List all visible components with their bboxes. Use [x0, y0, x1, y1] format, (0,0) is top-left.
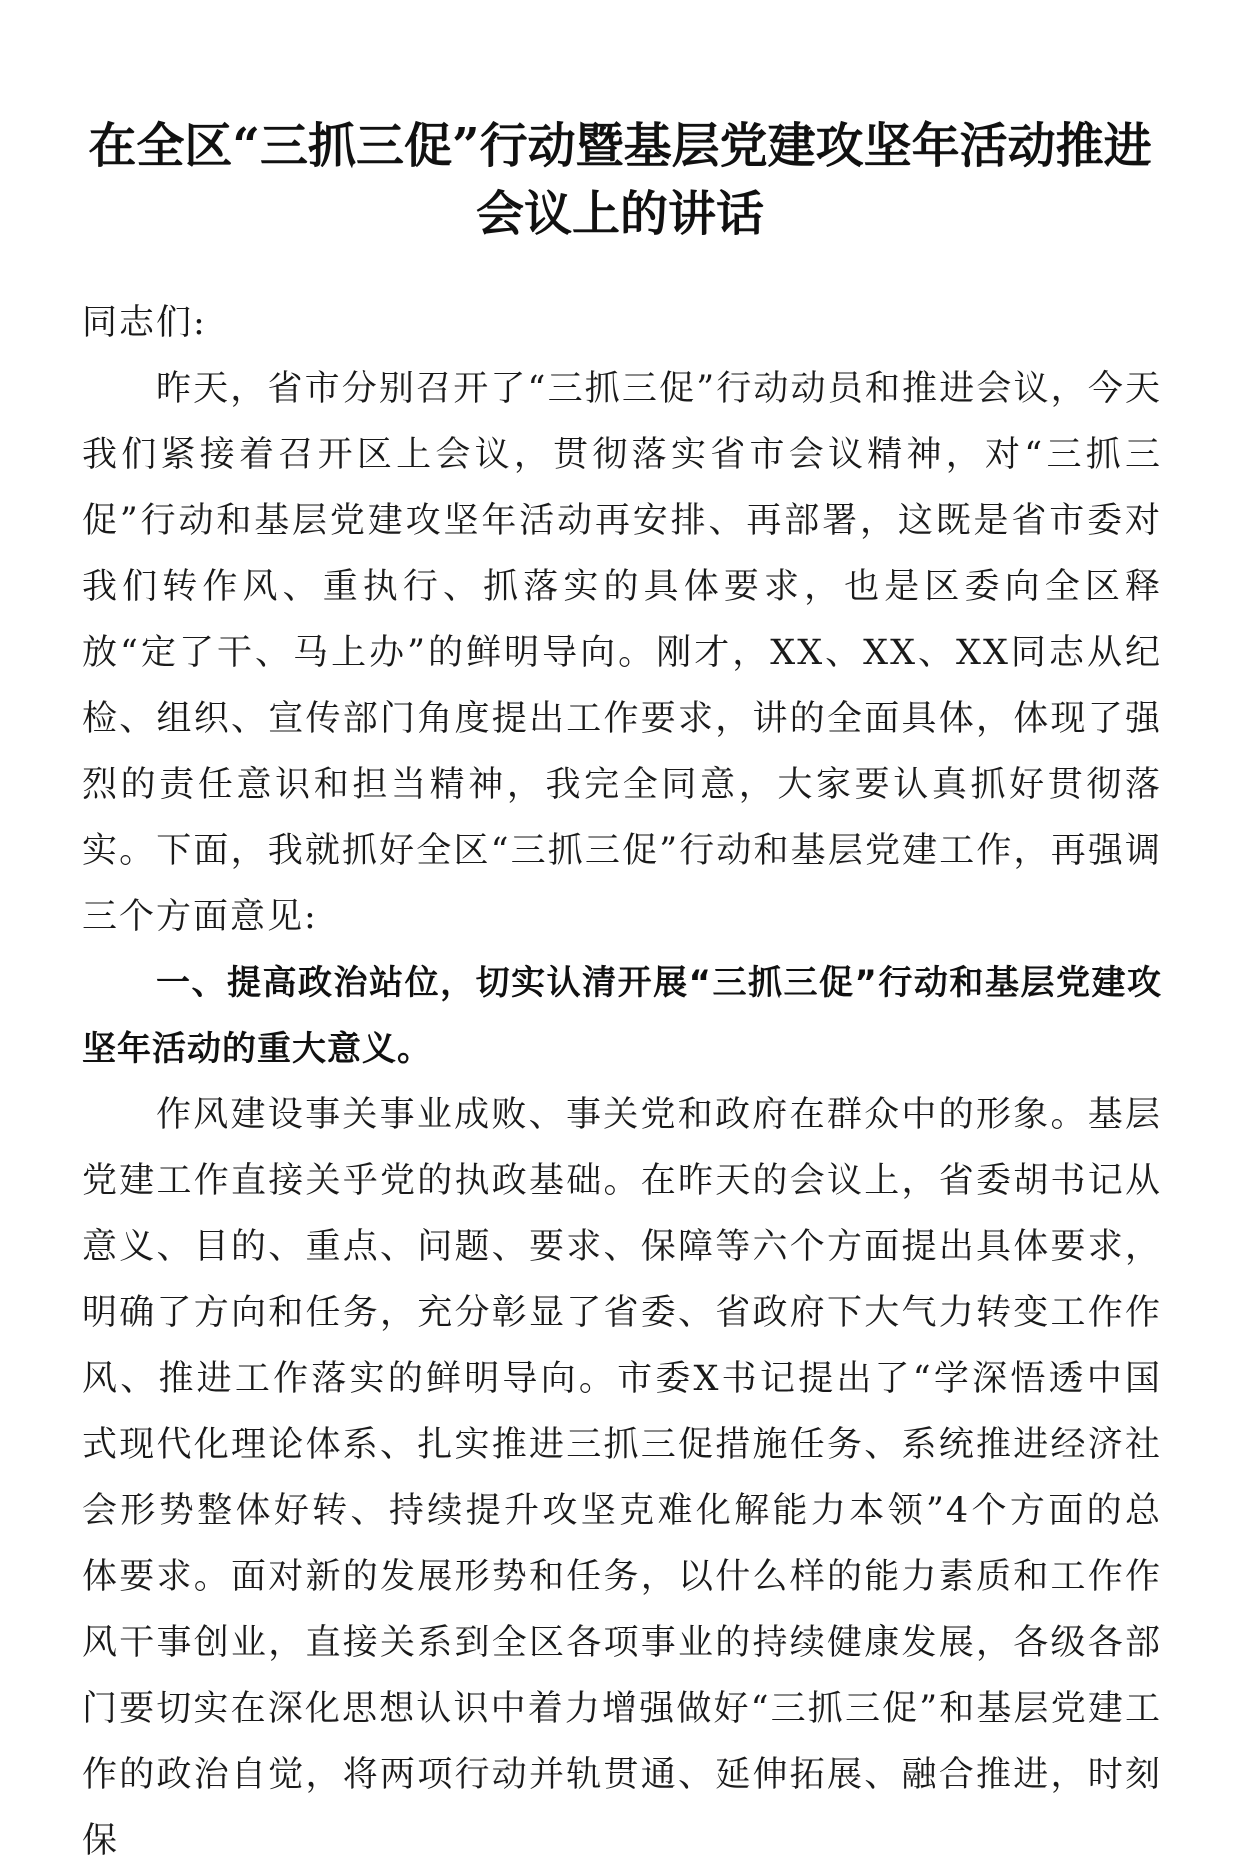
document-title-line-2: 会议上的讲话: [475, 186, 764, 242]
paragraph-section-1: 作风建设事关事业成败、事关党和政府在群众中的形象。基层党建工作直接关乎党的执政基础。在昨天的会议上，省委胡书记从意义、目的、重点、问题、要求、保障等六个方面提出具体要求，明确了方向和任务，充分彰显了省委、省政府下大气力转变工作作风、推进工作落实的鲜明导向。市委X书记提出了“学深悟透中国式现代化理论体系、扎实推进三抓三促措施任务、系统推进经济社会形势整体好转、持续提升攻坚克难化解能力本领”4个方面的总体要求。面对新的发展形势和任务，以什么样的能力素质和工作作风干事创业，直接关系到全区各项事业的持续健康发展，各级各部门要切实在深化思想认识中着力增强做好“三抓三促”和基层党建工作的政治自觉，将两项行动并轨贯通、延伸拓展、融合推进，时刻保: [82, 1095, 1162, 1861]
document-body: [82, 290, 1162, 1874]
document-title-line-1: 在全区“三抓三促”行动暨基层党建攻坚年活动推进: [88, 118, 1152, 174]
section-heading-1: 一、提高政治站位，切实认清开展“三抓三促”行动和基层党建攻坚年活动的重大意义。: [82, 963, 1162, 1069]
paragraph-opening: 昨天，省市分别召开了“三抓三促”行动动员和推进会议，今天我们紧接着召开区上会议，贯彻落实省市会议精神，对“三抓三促”行动和基层党建攻坚年活动再安排、再部署，这既是省市委对我们转作风、重执行、抓落实的具体要求，也是区委向全区释放“定了干、马上办”的鲜明导向。刚才，XX、XX、XX同志从纪检、组织、宣传部门角度提出工作要求，讲的全面具体，体现了强烈的责任意识和担当精神，我完全同意，大家要认真抓好贯彻落实。下面，我就抓好全区“三抓三促”行动和基层党建工作，再强调三个方面意见:: [82, 369, 1162, 937]
salutation: 同志们:: [82, 303, 207, 343]
